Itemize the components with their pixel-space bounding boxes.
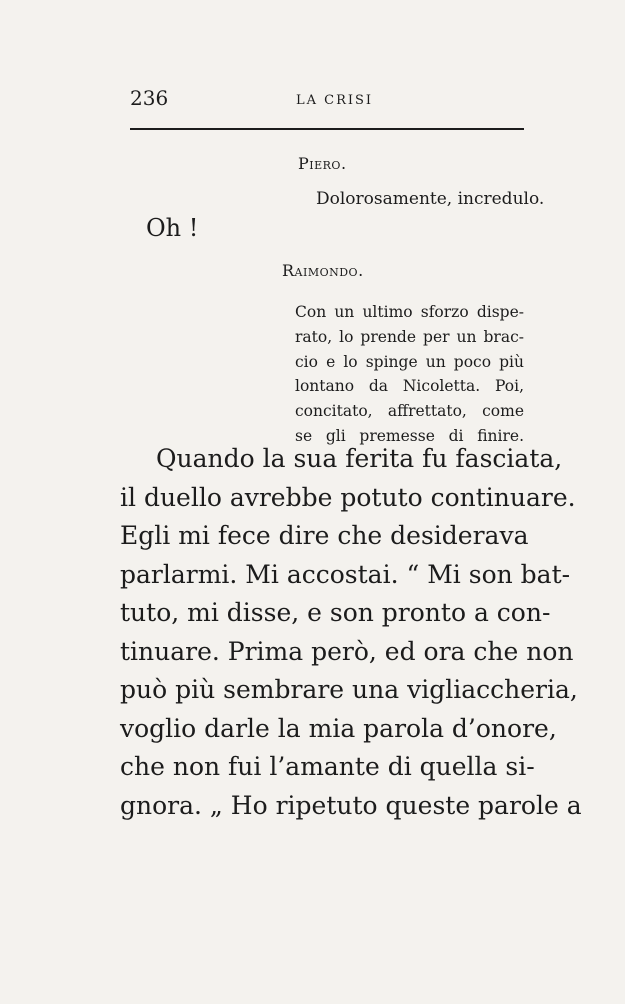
running-title: LA CRISI [296,93,374,108]
paragraph-line: voglio darle la mia parola d’onore, [120,713,557,743]
stage-direction: Dolorosamente, incredulo. [316,189,545,209]
paragraph-line: Egli mi fece dire che desiderava [120,521,529,550]
header-rule [130,128,524,130]
paragraph-line: tinuare. Prima però, ed ora che non [120,636,574,666]
speech-paragraph [120,440,582,825]
stage-direction-line: Con un ultimo sforzo dispe- [295,303,524,321]
stage-direction-line: lontano da Nicoletta. Poi, [295,377,524,396]
paragraph-line: può più sembrare una vigliaccheria, [120,675,578,704]
speaker-name-raimondo: Raimondo. [282,261,364,280]
speaker-name-piero: Piero. [298,154,347,173]
paragraph-line: parlarmi. Mi accostai. “ Mi son bat- [120,559,571,589]
paragraph-line: il duello avrebbe potuto continuare. [120,482,576,512]
paragraph-line: gnora. „ Ho ripetuto queste parole a [120,790,582,820]
stage-direction-line: rato, lo prende per un brac- [295,327,524,346]
stage-direction-line: se gli premesse di finire. [295,426,524,445]
paragraph-line: Quando la sua ferita fu fasciata, [156,444,563,473]
paragraph-line: tuto, mi disse, e son pronto a con- [120,598,551,627]
stage-direction-line: concitato, affrettato, come [295,402,524,421]
page-number: 236 [130,86,169,110]
dialogue-line: Oh ! [146,214,199,242]
paragraph-line: che non fui l’amante di quella si- [120,752,535,781]
stage-direction-block [295,300,524,449]
stage-direction-line: cio e lo spinge un poco più [295,352,524,371]
